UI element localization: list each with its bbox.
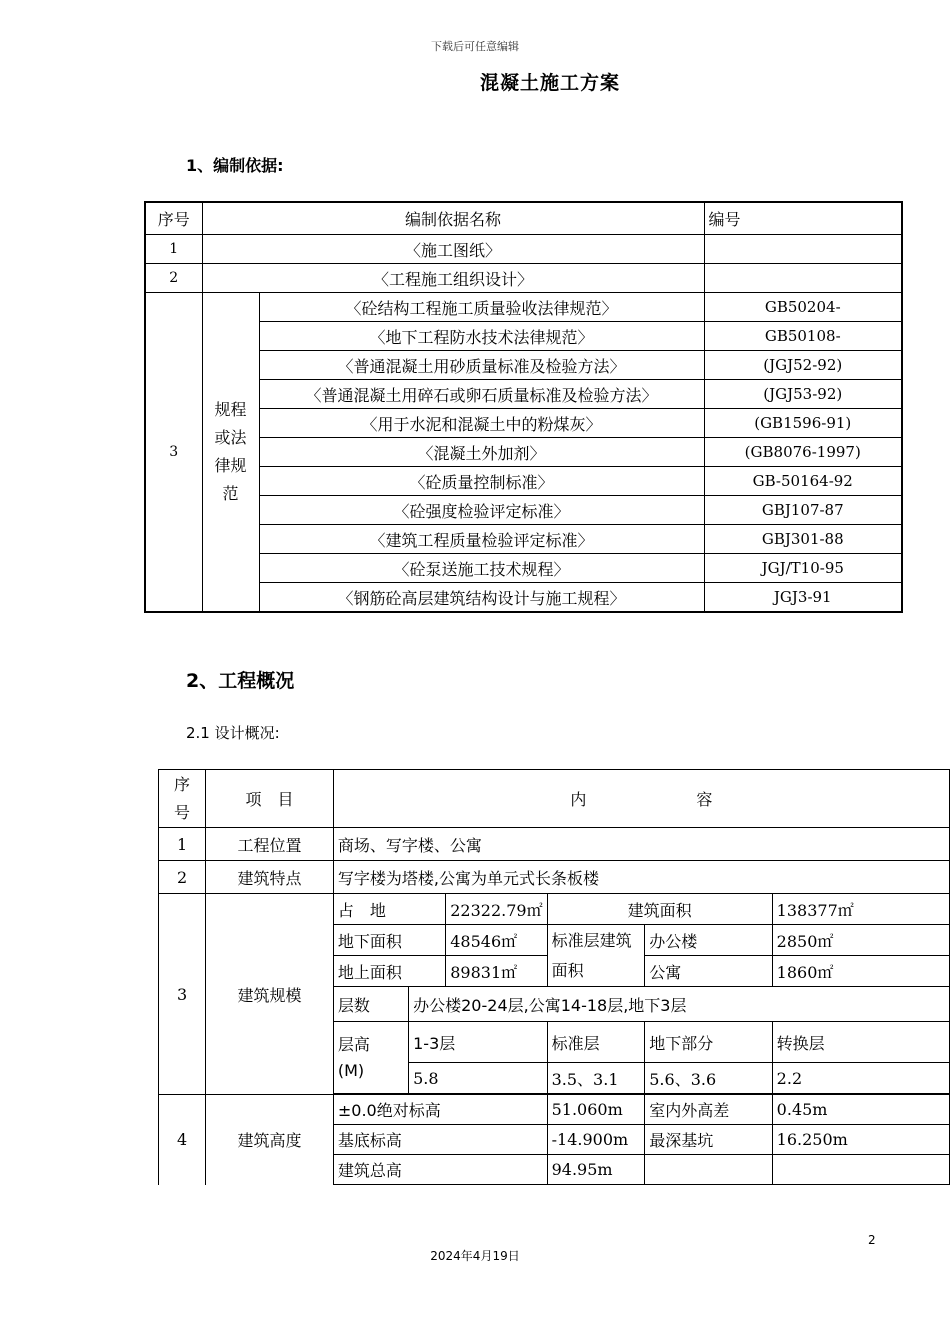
- col-header-content: 内 容: [333, 770, 949, 828]
- page-number: 2: [868, 1233, 876, 1247]
- row-name: 〈砼质量控制标准〉: [259, 467, 704, 496]
- row-no: 1: [145, 235, 202, 264]
- row-no: 3: [159, 894, 206, 1095]
- row-no: 1: [159, 828, 206, 861]
- apt-value: 1860㎡: [772, 956, 949, 987]
- row-name: 〈工程施工组织设计〉: [202, 264, 704, 293]
- row-content: 写字楼为塔楼,公寓为单元式长条板楼: [333, 861, 949, 894]
- row-code: GB50204-: [704, 293, 902, 322]
- office-value: 2850㎡: [772, 925, 949, 956]
- table-row: [145, 380, 902, 409]
- height-col-header: 转换层: [772, 1022, 949, 1063]
- row-content: 商场、写字楼、公寓: [333, 828, 949, 861]
- row-item: 建筑特点: [206, 861, 334, 894]
- height-value: 5.6、3.6: [645, 1063, 772, 1094]
- row-code: (GB8076-1997): [704, 438, 902, 467]
- row-code: [704, 235, 902, 264]
- row-code: (GB1596-91): [704, 409, 902, 438]
- table-header-row: [145, 202, 902, 235]
- row-code: GB-50164-92: [704, 467, 902, 496]
- base-elev-label: 基底标高: [333, 1125, 547, 1155]
- group-category: 规程或法律规范: [202, 293, 259, 613]
- row-no: 2: [145, 264, 202, 293]
- design-overview-table: [158, 769, 950, 1185]
- deepest-pit-label: 最深基坑: [645, 1125, 772, 1155]
- row-code: JGJ/T10-95: [704, 554, 902, 583]
- row-name: 〈普通混凝土用碎石或卵石质量标准及检验方法〉: [259, 380, 704, 409]
- total-height-value: 94.95m: [547, 1155, 645, 1185]
- row-item: 建筑规模: [206, 894, 334, 1095]
- row-code: (JGJ53-92): [704, 380, 902, 409]
- table-row: [145, 351, 902, 380]
- col-header-item: 项 目: [206, 770, 334, 828]
- table-row: [159, 1095, 950, 1125]
- row-no: 2: [159, 861, 206, 894]
- section-1-heading: 1、编制依据:: [186, 156, 284, 175]
- site-value: 22322.79㎡: [446, 894, 547, 925]
- table-row: [145, 525, 902, 554]
- row-code: GBJ301-88: [704, 525, 902, 554]
- row-name: 〈钢筋砼高层建筑结构设计与施工规程〉: [259, 583, 704, 613]
- table-row: [145, 293, 902, 322]
- height-value: 3.5、3.1: [547, 1063, 645, 1094]
- total-height-label: 建筑总高: [333, 1155, 547, 1185]
- height-value: 5.8: [409, 1063, 547, 1094]
- row-name: 〈用于水泥和混凝土中的粉煤灰〉: [259, 409, 704, 438]
- subsection-2-1-heading: 2.1 设计概况:: [186, 724, 280, 742]
- row-code: GB50108-: [704, 322, 902, 351]
- row-name: 〈砼泵送施工技术规程〉: [259, 554, 704, 583]
- row-code: (JGJ52-92): [704, 351, 902, 380]
- height-diff-label: 室内外高差: [645, 1095, 772, 1125]
- under-label: 地下面积: [333, 925, 445, 956]
- row-item: 工程位置: [206, 828, 334, 861]
- floor-height-label: 层高(M): [333, 1022, 408, 1094]
- row-code: [704, 264, 902, 293]
- std-floor-label: 标准层建筑面积: [547, 925, 645, 987]
- table-row: [145, 583, 902, 613]
- row-no: 4: [159, 1095, 206, 1185]
- table-row: [145, 264, 902, 293]
- above-value: 89831㎡: [446, 956, 547, 987]
- floors-value: 办公楼20-24层,公寓14-18层,地下3层: [409, 987, 950, 1022]
- row-name: 〈施工图纸〉: [202, 235, 704, 264]
- height-value: 2.2: [772, 1063, 949, 1094]
- height-col-header: 1-3层: [409, 1022, 547, 1063]
- document-title: 混凝土施工方案: [480, 72, 621, 94]
- height-diff-value: 0.45m: [772, 1095, 949, 1125]
- table-row: [145, 554, 902, 583]
- row-name: 〈混凝土外加剂〉: [259, 438, 704, 467]
- row-name: 〈地下工程防水技术法律规范〉: [259, 322, 704, 351]
- row-code: JGJ3-91: [704, 583, 902, 613]
- height-col-header: 标准层: [547, 1022, 645, 1063]
- office-label: 办公楼: [645, 925, 772, 956]
- site-label: 占 地: [333, 894, 445, 925]
- group-no: 3: [145, 293, 202, 613]
- table-row: [145, 409, 902, 438]
- empty-cell: [645, 1155, 772, 1185]
- col-header-code: 编号: [704, 202, 902, 235]
- base-elev-value: -14.900m: [547, 1125, 645, 1155]
- empty-cell: [772, 1155, 949, 1185]
- section-2-heading: 2、工程概况: [186, 670, 295, 692]
- table-row: [145, 496, 902, 525]
- table-row: [145, 438, 902, 467]
- row-name: 〈砼强度检验评定标准〉: [259, 496, 704, 525]
- gfa-label: 建筑面积: [547, 894, 772, 925]
- table-row: [145, 235, 902, 264]
- row-item: 建筑高度: [206, 1095, 334, 1185]
- row-name: 〈建筑工程质量检验评定标准〉: [259, 525, 704, 554]
- col-header-no: 序号: [159, 770, 206, 828]
- zero-elev-value: 51.060m: [547, 1095, 645, 1125]
- table-header-row: [159, 770, 950, 828]
- row-code: GBJ107-87: [704, 496, 902, 525]
- above-label: 地上面积: [333, 956, 445, 987]
- table-row: [159, 828, 950, 861]
- zero-elev-label: ±0.0绝对标高: [333, 1095, 547, 1125]
- floors-label: 层数: [333, 987, 408, 1022]
- under-value: 48546㎡: [446, 925, 547, 956]
- header-note: 下载后可任意编辑: [431, 40, 519, 53]
- col-header-no: 序号: [145, 202, 202, 235]
- table-row: [159, 861, 950, 894]
- row-name: 〈砼结构工程施工质量验收法律规范〉: [259, 293, 704, 322]
- col-header-name: 编制依据名称: [202, 202, 704, 235]
- footer-date: 2024年4月19日: [430, 1249, 520, 1263]
- apt-label: 公寓: [645, 956, 772, 987]
- row-name: 〈普通混凝土用砂质量标准及检验方法〉: [259, 351, 704, 380]
- gfa-value: 138377㎡: [772, 894, 949, 925]
- table-row: [145, 467, 902, 496]
- table-row: [145, 322, 902, 351]
- table-row: [159, 894, 950, 925]
- basis-table: [144, 201, 903, 613]
- height-col-header: 地下部分: [645, 1022, 772, 1063]
- deepest-pit-value: 16.250m: [772, 1125, 949, 1155]
